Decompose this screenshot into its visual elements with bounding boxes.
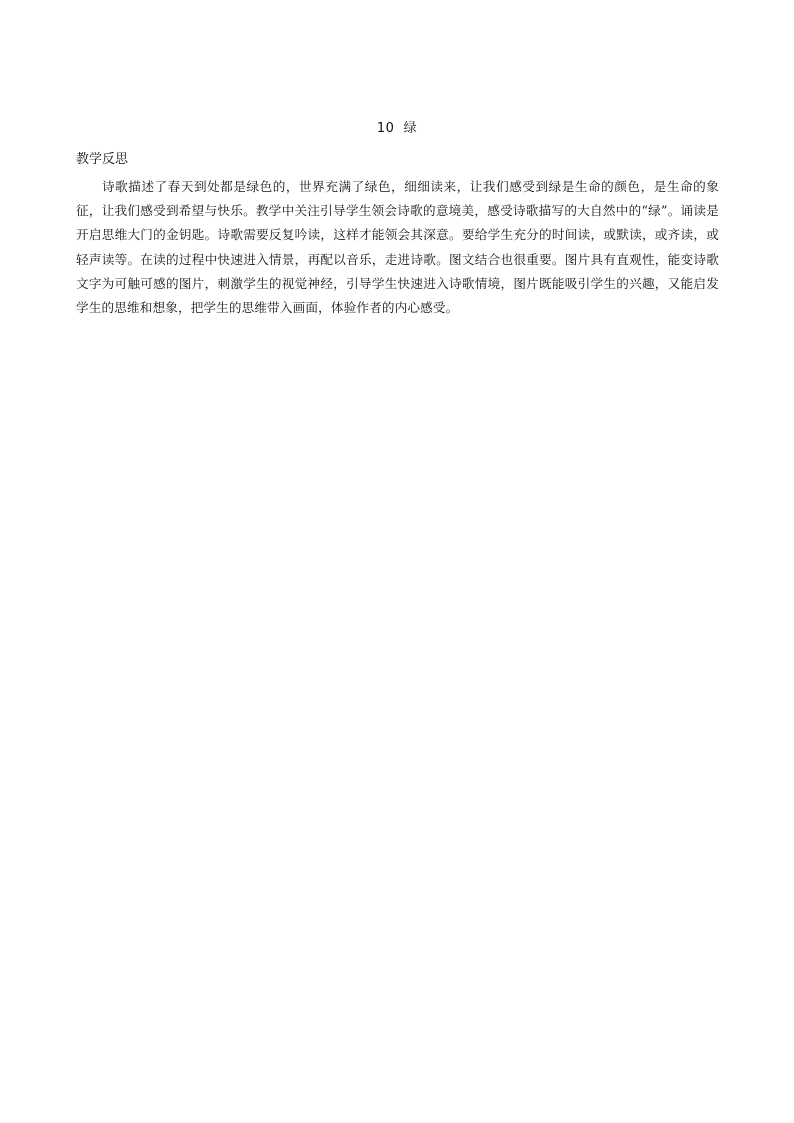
section-heading: 教学反思 xyxy=(76,152,129,167)
reflection-paragraph: 诗歌描述了春天到处都是绿色的，世界充满了绿色，细细读来，让我们感受到绿是生命的颜色，是生命的象征，让我们感受到希望与快乐。教学中关注引导学生领会诗歌的意境美，感受诗歌描写的大自然中的“绿”。诵读是开启思维大门的金钥匙。诗歌需要反复吟读，这样才能领会其深意。要给学生充分的时间读，或默读，或齐读，或轻声读等。在读的过程中快速进入情景，再配以音乐，走进诗歌。图文结合也很重要。图片具有直观性，能变诗歌文字为可触可感的图片，刺激学生的视觉神经，引导学生快速进入诗歌情境，图片既能吸引学生的兴趣，又能启发学生的思维和想象，把学生的思维带入画面，体验作者的内心感受。 xyxy=(76,179,719,316)
lesson-title: 10 绿 xyxy=(376,121,418,136)
